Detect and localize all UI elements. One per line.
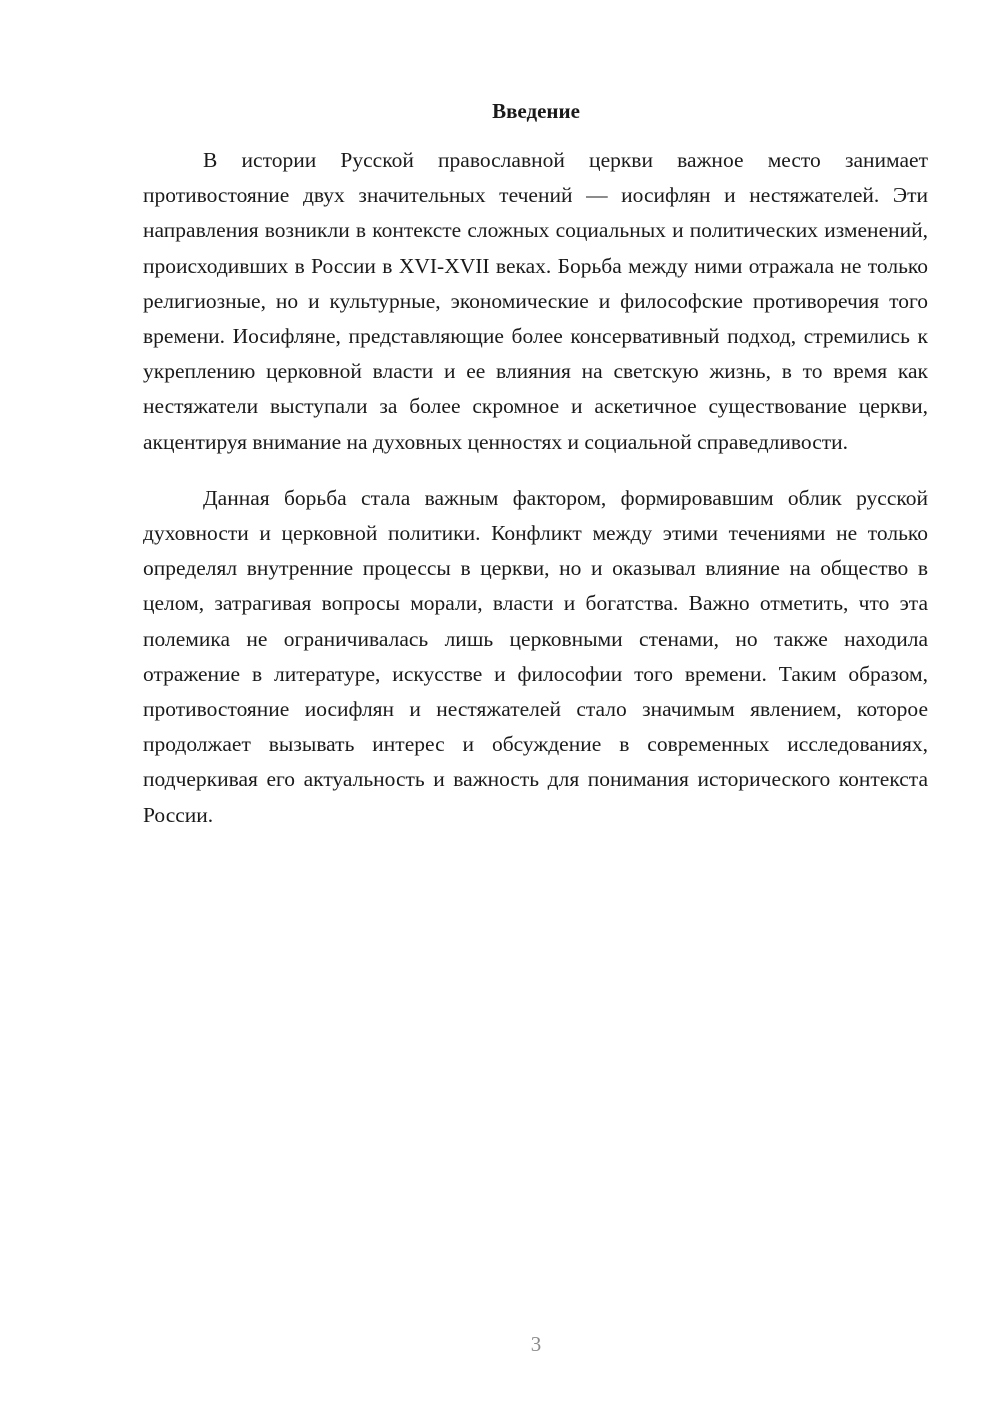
paragraph-1: В истории Русской православной церкви важное место занимает противостояние двух значительных течений — иосифлян и нестяжателей. Эти направления возникли в контексте сложных социальных и политических изменений, происходивших в России в XVI-XVII веках. Борьба между ними отражала не только религиозные, но и культурные, экономические и философские противоречия того времени. Иосифляне, представляющие более консервативный подход, стремились к укреплению церковной власти и ее влияния на светскую жизнь, в то время как нестяжатели выступали за более скромное и аскетичное существование церкви, акцентируя внимание на духовных ценностях и социальной справедливости. [143, 148, 928, 454]
paragraph-2: Данная борьба стала важным фактором, формировавшим облик русской духовности и церковной политики. Конфликт между этими течениями не только определял внутренние процессы в церкви, но и оказывал влияние на общество в целом, затрагивая вопросы морали, власти и богатства. Важно отметить, что эта полемика не ограничивалась лишь церковными стенами, но также находила отражение в литературе, искусстве и философии того времени. Таким образом, противостояние иосифлян и нестяжателей стало значимым явлением, которое продолжает вызывать интерес и обсуждение в современных исследованиях, подчеркивая его актуальность и важность для понимания исторического контекста России. [143, 485, 928, 827]
section-heading: Введение [492, 99, 580, 123]
body-text [143, 143, 928, 833]
page-number: 3 [530, 1332, 542, 1356]
